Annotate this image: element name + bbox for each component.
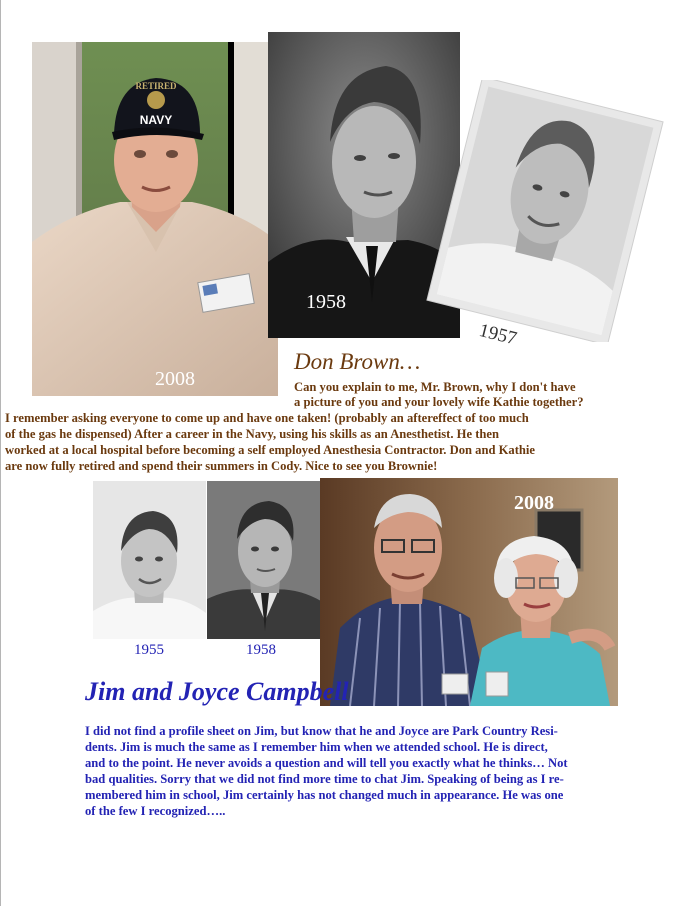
don-bio-line-5: worked at a local hospital before becoming a self employed Anesthesia Contractor. Don and Kathie	[5, 443, 535, 457]
jim-caption-1955: 1955	[134, 642, 164, 658]
don-photo-1957	[422, 80, 668, 342]
jim-caption-2008: 2008	[514, 492, 554, 514]
jim-photo-1958	[207, 481, 321, 639]
jim-caption-1958: 1958	[246, 642, 276, 658]
jim-name-title: Jim and Joyce Campbell	[85, 677, 349, 706]
jim-bio-line-5: membered him in school, Jim certainly has not changed much in appearance. He was one	[85, 788, 564, 802]
jim-bio-line-6: of the few I recognized…..	[85, 804, 226, 818]
jim-bio-line-4: bad qualities. Sorry that we did not find more time to chat Jim. Speaking of being as I re-	[85, 772, 564, 786]
don-bio-line-4: of the gas he dispensed) After a career in the Navy, using his skills as an Anesthetist. He then	[5, 427, 499, 441]
jim-bio-line-2: dents. Jim is much the same as I remember him when we attended school. He is direct,	[85, 740, 548, 754]
hat-text-navy: NAVY	[139, 113, 173, 127]
page-edge	[0, 0, 1, 906]
don-bio-line-2: a picture of you and your lovely wife Kathie together?	[294, 395, 584, 409]
jim-photo-1955	[93, 481, 206, 639]
don-photo-2008	[32, 42, 278, 396]
jim-joyce-photo-2008	[320, 478, 618, 706]
don-bio-line-1: Can you explain to me, Mr. Brown, why I don't have	[294, 380, 576, 394]
don-caption-1957: 1957	[476, 320, 519, 350]
don-bio-line-6: are now fully retired and spend their summers in Cody. Nice to see you Brownie!	[5, 459, 438, 473]
don-caption-2008: 2008	[155, 368, 195, 390]
don-caption-1958: 1958	[306, 291, 346, 313]
hat-text-retired: RETIRED	[135, 81, 177, 91]
jim-bio-line-3: and to the point. He never avoids a question and will tell you exactly what he thinks… Not	[85, 756, 568, 770]
don-name-title: Don Brown…	[294, 349, 421, 374]
don-bio-line-3: I remember asking everyone to come up and have one taken! (probably an aftereffect of too much	[5, 411, 529, 425]
jim-bio-line-1: I did not find a profile sheet on Jim, but know that he and Joyce are Park Country Resi-	[85, 724, 558, 738]
